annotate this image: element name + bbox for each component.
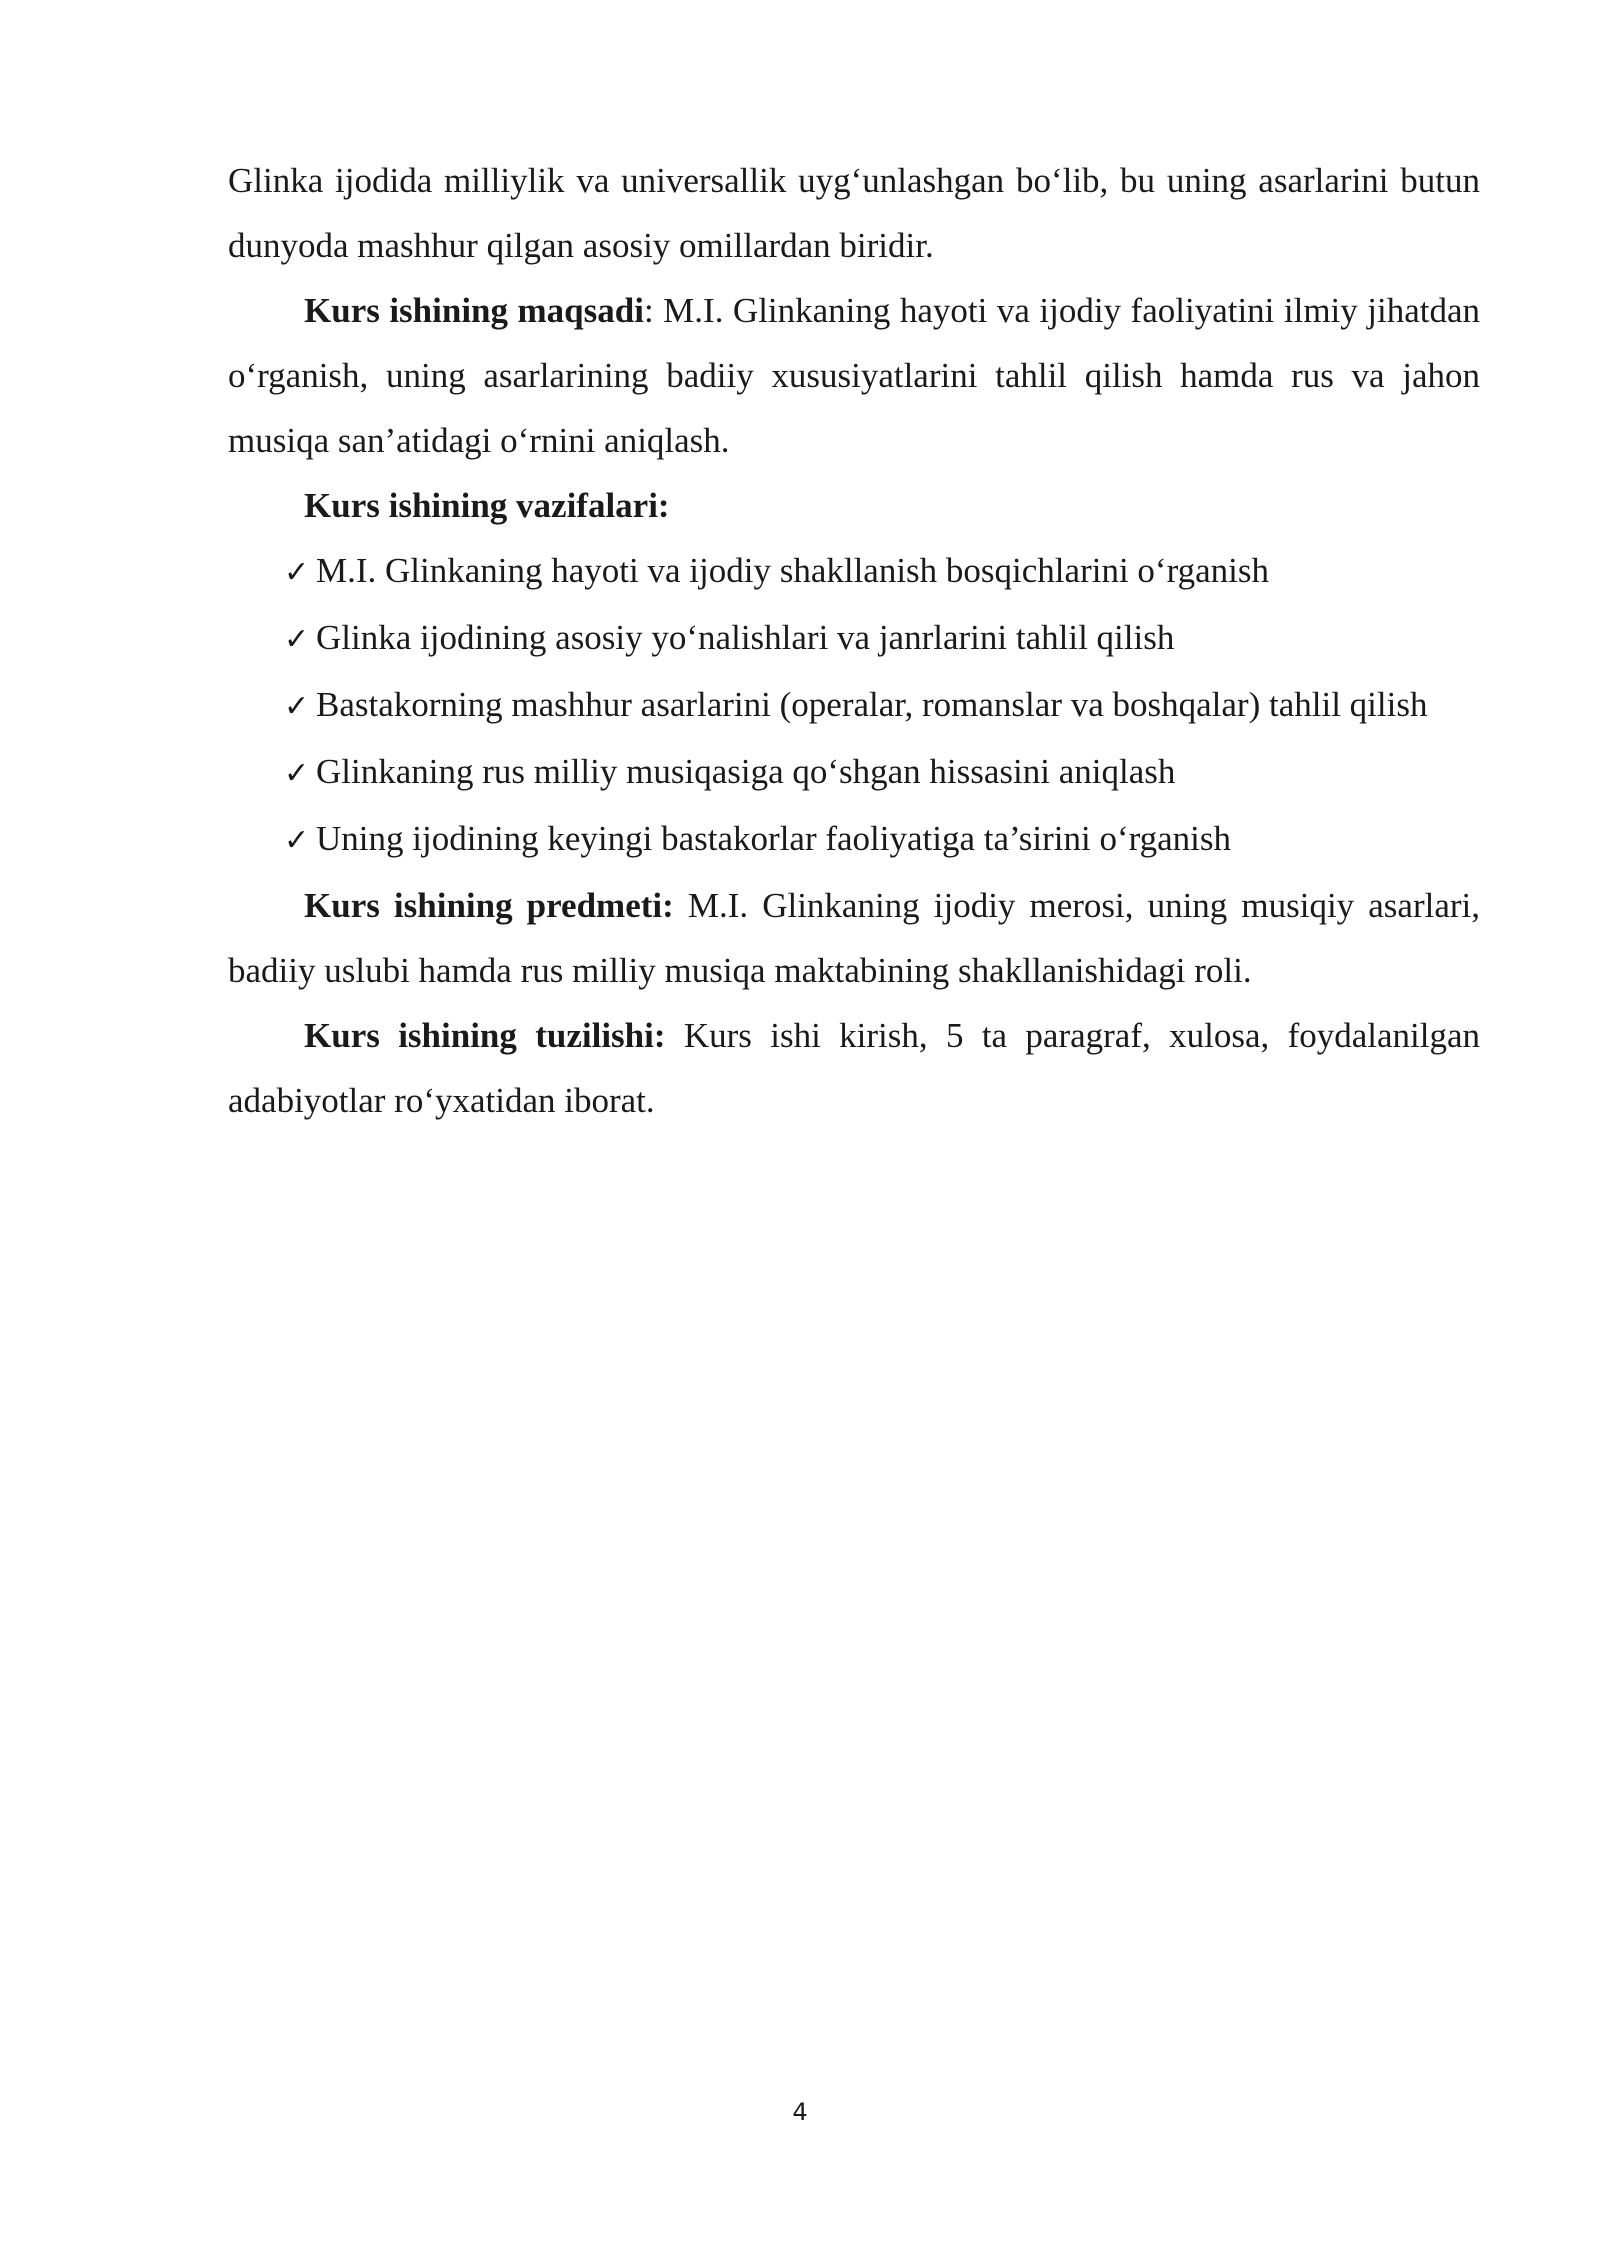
check-icon: ✓	[284, 555, 310, 590]
check-icon: ✓	[284, 823, 310, 858]
goal-label: Kurs ishining maqsadi	[304, 291, 644, 330]
check-icon: ✓	[284, 689, 310, 724]
page-number: 4	[792, 2098, 808, 2126]
task-item-text: M.I. Glinkaning hayoti va ijodiy shakllanish bosqichlarini o‘rganish	[316, 551, 1269, 590]
subject-paragraph	[228, 873, 1480, 1003]
task-item-text: Glinkaning rus milliy musiqasiga qo‘shgan hissasini aniqlash	[316, 752, 1176, 791]
structure-label: Kurs ishining tuzilishi:	[304, 1016, 666, 1055]
task-item	[228, 739, 1480, 806]
intro-paragraph: Glinka ijodida milliylik va universallik uyg‘unlashgan bo‘lib, bu uning asarlarini butun dunyoda mashhur qilgan asosiy omillardan biridir.	[228, 161, 1480, 265]
structure-paragraph	[228, 1003, 1480, 1133]
subject-text: M.I. Glinkaning ijodiy merosi, uning musiqiy asarlari, badiiy uslubi hamda rus milliy musiqa maktabining shakllanishidagi roli.	[228, 886, 1480, 990]
structure-text: Kurs ishi kirish, 5 ta paragraf, xulosa, foydalanilgan adabiyotlar ro‘yxatidan iborat.	[228, 1016, 1480, 1120]
goal-text: : M.I. Glinkaning hayoti va ijodiy faoliyatini ilmiy jihatdan o‘rganish, uning asarlarining badiiy xususiyatlarini tahlil qilish hamda rus va jahon musiqa san’atidagi o‘rnini aniqlash.	[228, 291, 1481, 460]
tasks-label: Kurs ishining vazifalari:	[304, 486, 670, 525]
task-item	[228, 538, 1480, 605]
subject-label: Kurs ishining predmeti:	[304, 886, 674, 925]
task-item	[228, 672, 1480, 739]
task-item-text: Uning ijodining keyingi bastakorlar faoliyatiga ta’sirini o‘rganish	[316, 819, 1232, 858]
tasks-heading	[228, 473, 1480, 538]
task-item-text: Bastakorning mashhur asarlarini (operalar, romanslar va boshqalar) tahlil qilish	[316, 685, 1428, 724]
check-icon: ✓	[284, 622, 310, 657]
task-item-text: Glinka ijodining asosiy yo‘nalishlari va janrlarini tahlil qilish	[316, 618, 1175, 657]
document-body	[228, 148, 1480, 1133]
goal-paragraph	[228, 278, 1480, 473]
task-item	[228, 806, 1480, 873]
task-item	[228, 605, 1480, 672]
check-icon: ✓	[284, 756, 310, 791]
